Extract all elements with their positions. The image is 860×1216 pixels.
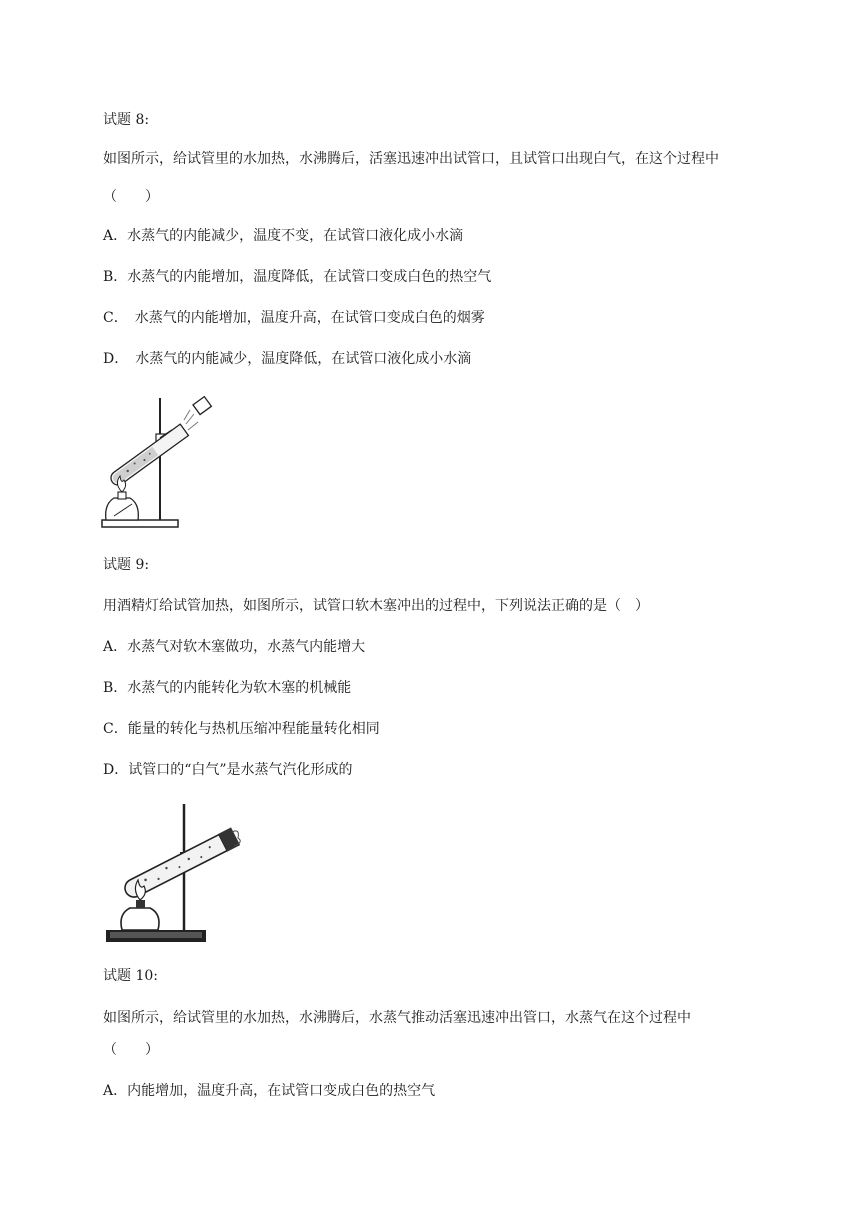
question-10-option-a: A．内能增加，温度升高，在试管口变成白色的热空气 [103,1083,436,1099]
question-10-title: 试题 10: [103,968,158,984]
question-9-option-d: D．试管口的“白气”是水蒸气汽化形成的 [103,762,353,778]
question-9-option-a: A．水蒸气对软木塞做功，水蒸气内能增大 [103,639,366,655]
question-8-figure [100,392,220,532]
question-8-option-b: B．水蒸气的内能增加，温度降低，在试管口变成白色的热空气 [103,269,492,285]
question-9-title: 试题 9: [103,557,150,573]
question-10-stem: 如图所示，给试管里的水加热，水沸腾后，水蒸气推动活塞迅速冲出管口，水蒸气在这个过程中 [103,1010,691,1026]
question-10-stem-continued: （ ） [103,1042,159,1058]
question-8-stem: 如图所示，给试管里的水加热，水沸腾后，活塞迅速冲出试管口，且试管口出现白气，在这个过程中（ ） [103,151,719,205]
question-8-option-c: C． 水蒸气的内能增加，温度升高，在试管口变成白色的烟雾 [103,310,485,326]
question-8-option-d: D． 水蒸气的内能减少，温度降低，在试管口液化成小水滴 [103,351,472,367]
question-9-figure [104,802,246,946]
question-9-stem: 用酒精灯给试管加热，如图所示，试管口软木塞冲出的过程中，下列说法正确的是（ ） [103,598,649,614]
question-9-option-b: B．水蒸气的内能转化为软木塞的机械能 [103,680,352,696]
question-8-option-a: A．水蒸气的内能减少，温度不变，在试管口液化成小水滴 [103,228,464,244]
question-8-title: 试题 8: [103,112,150,128]
question-9-option-c: C．能量的转化与热机压缩冲程能量转化相同 [103,721,380,737]
